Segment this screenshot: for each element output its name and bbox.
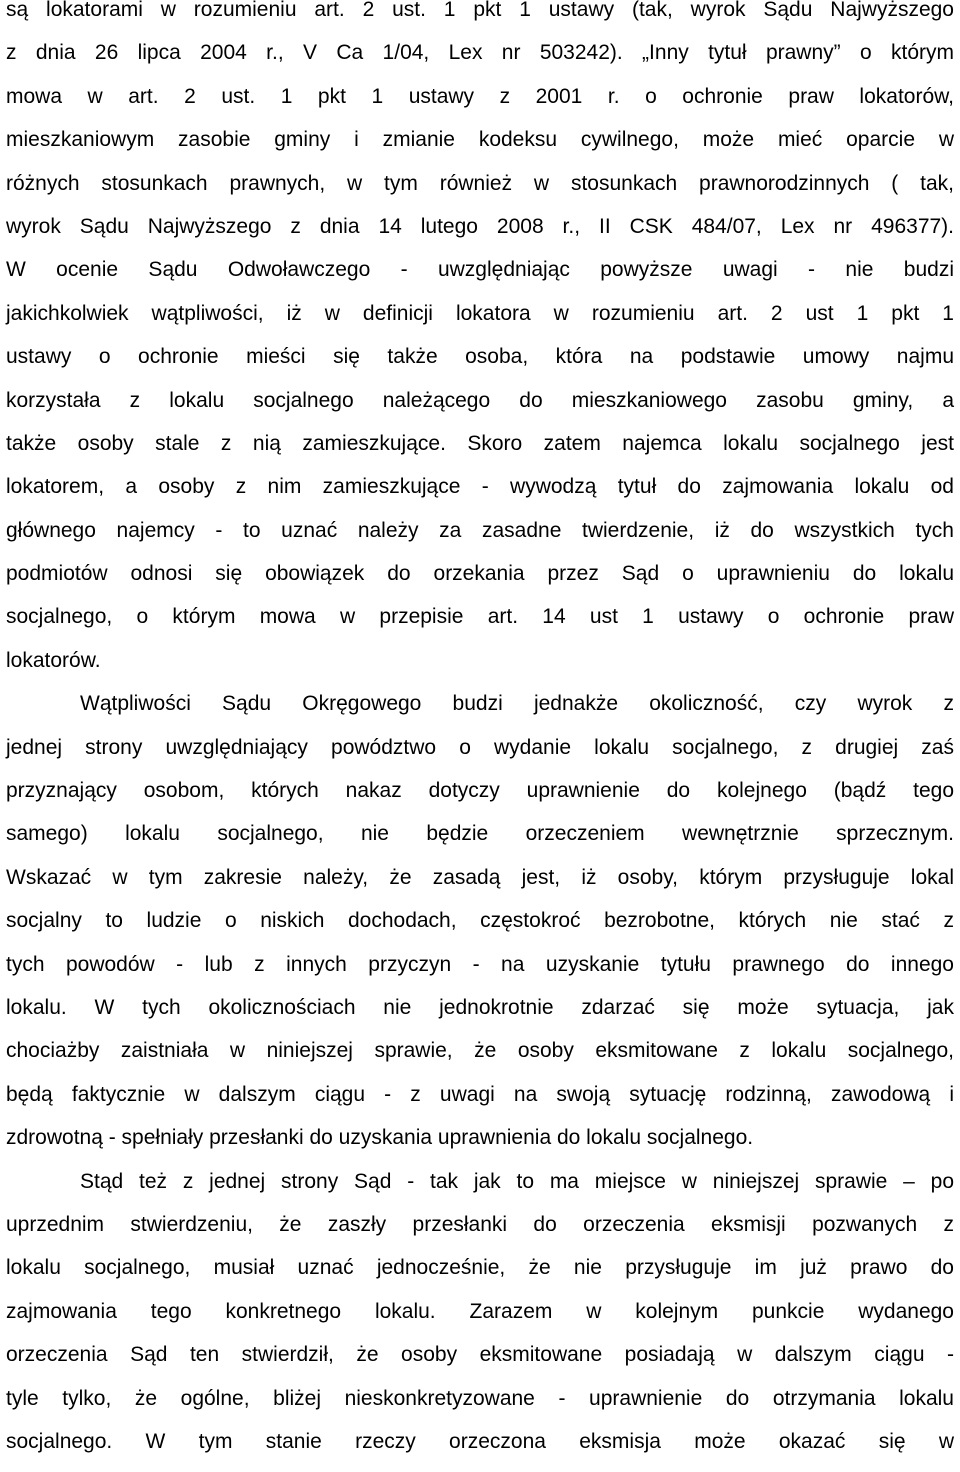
- text-line: przyznający osobom, których nakaz dotyczy uprawnienie do kolejnego (bądź tego: [6, 779, 954, 803]
- text-line: lokalu. W tych okolicznościach nie jednokrotnie zdarzać się może sytuacja, jak: [6, 995, 954, 1019]
- text-line: chociażby zaistniała w niniejszej sprawie, że osoby eksmitowane z lokalu socjalnego,: [6, 1039, 954, 1063]
- text-line: mieszkaniowym zasobie gminy i zmianie kodeksu cywilnego, może mieć oparcie w: [6, 128, 954, 152]
- text-line: będą faktycznie w dalszym ciągu - z uwagi na swoją sytuację rodzinną, zawodową i: [6, 1082, 954, 1106]
- text-line: zdrowotną - spełniały przesłanki do uzyskania uprawnienia do lokalu socjalnego.: [6, 1126, 754, 1150]
- text-line: socjalnego. W tym stanie rzeczy orzeczona eksmisja może okazać się w: [6, 1429, 954, 1453]
- text-line: Stąd też z jednej strony Sąd - tak jak to ma miejsce w niniejszej sprawie – po: [80, 1169, 954, 1193]
- text-line: W ocenie Sądu Odwoławczego - uwzględniając powyższe uwagi - nie budzi: [6, 258, 954, 282]
- text-line: Wątpliwości Sądu Okręgowego budzi jednakże okoliczność, czy wyrok z: [80, 692, 954, 716]
- text-line: lokalu socjalnego, musiał uznać jednocześnie, że nie przysługuje im już prawo do: [6, 1256, 954, 1280]
- text-line: orzeczenia Sąd ten stwierdził, że osoby eksmitowane posiadają w dalszym ciągu -: [6, 1343, 954, 1367]
- text-line: z dnia 26 lipca 2004 r., V Ca 1/04, Lex nr 503242). „Inny tytuł prawny” o którym: [6, 41, 954, 65]
- text-line: różnych stosunkach prawnych, w tym również w stosunkach prawnorodzinnych ( tak,: [6, 171, 954, 195]
- text-line: lokatorów.: [6, 648, 101, 672]
- text-line: są lokatorami w rozumieniu art. 2 ust. 1 pkt 1 ustawy (tak, wyrok Sądu Najwyższego: [6, 0, 954, 21]
- text-line: ustawy o ochronie mieści się także osoba, która na podstawie umowy najmu: [6, 345, 954, 369]
- text-line: jakichkolwiek wątpliwości, iż w definicji lokatora w rozumieniu art. 2 ust 1 pkt 1: [6, 301, 954, 325]
- text-line: korzystała z lokalu socjalnego należącego do mieszkaniowego zasobu gminy, a: [6, 388, 954, 412]
- text-line: głównego najemcy - to uznać należy za zasadne twierdzenie, iż do wszystkich tych: [6, 518, 954, 542]
- text-line: wyrok Sądu Najwyższego z dnia 14 lutego 2008 r., II CSK 484/07, Lex nr 496377).: [6, 214, 954, 238]
- paragraph-2: [6, 691, 954, 1168]
- text-line: mowa w art. 2 ust. 1 pkt 1 ustawy z 2001 r. o ochronie praw lokatorów,: [6, 84, 954, 108]
- text-line: samego) lokalu socjalnego, nie będzie orzeczeniem wewnętrznie sprzecznym.: [6, 822, 954, 846]
- text-line: tyle tylko, że ogólne, bliżej nieskonkretyzowane - uprawnienie do otrzymania lokalu: [6, 1386, 954, 1410]
- text-line: uprzednim stwierdzeniu, że zaszły przesłanki do orzeczenia eksmisji pozwanych z: [6, 1212, 954, 1236]
- paragraph-1: [6, 0, 954, 691]
- text-line: także osoby stale z nią zamieszkujące. Skoro zatem najemca lokalu socjalnego jest: [6, 431, 954, 455]
- paragraph-3: [6, 1169, 954, 1472]
- text-line: socjalny to ludzie o niskich dochodach, częstokroć bezrobotne, których nie stać z: [6, 909, 954, 933]
- text-line: podmiotów odnosi się obowiązek do orzekania przez Sąd o uprawnieniu do lokalu: [6, 562, 954, 586]
- document-page: [6, 0, 954, 1472]
- text-line: zajmowania tego konkretnego lokalu. Zarazem w kolejnym punkcie wydanego: [6, 1299, 954, 1323]
- text-line: tych powodów - lub z innych przyczyn - na uzyskanie tytułu prawnego do innego: [6, 952, 954, 976]
- text-line: socjalnego, o którym mowa w przepisie art. 14 ust 1 ustawy o ochronie praw: [6, 605, 954, 629]
- text-line: jednej strony uwzględniający powództwo o wydanie lokalu socjalnego, z drugiej zaś: [6, 735, 954, 759]
- text-line: lokatorem, a osoby z nim zamieszkujące - wywodzą tytuł do zajmowania lokalu od: [6, 475, 954, 499]
- text-line: Wskazać w tym zakresie należy, że zasadą jest, iż osoby, którym przysługuje lokal: [6, 865, 954, 889]
